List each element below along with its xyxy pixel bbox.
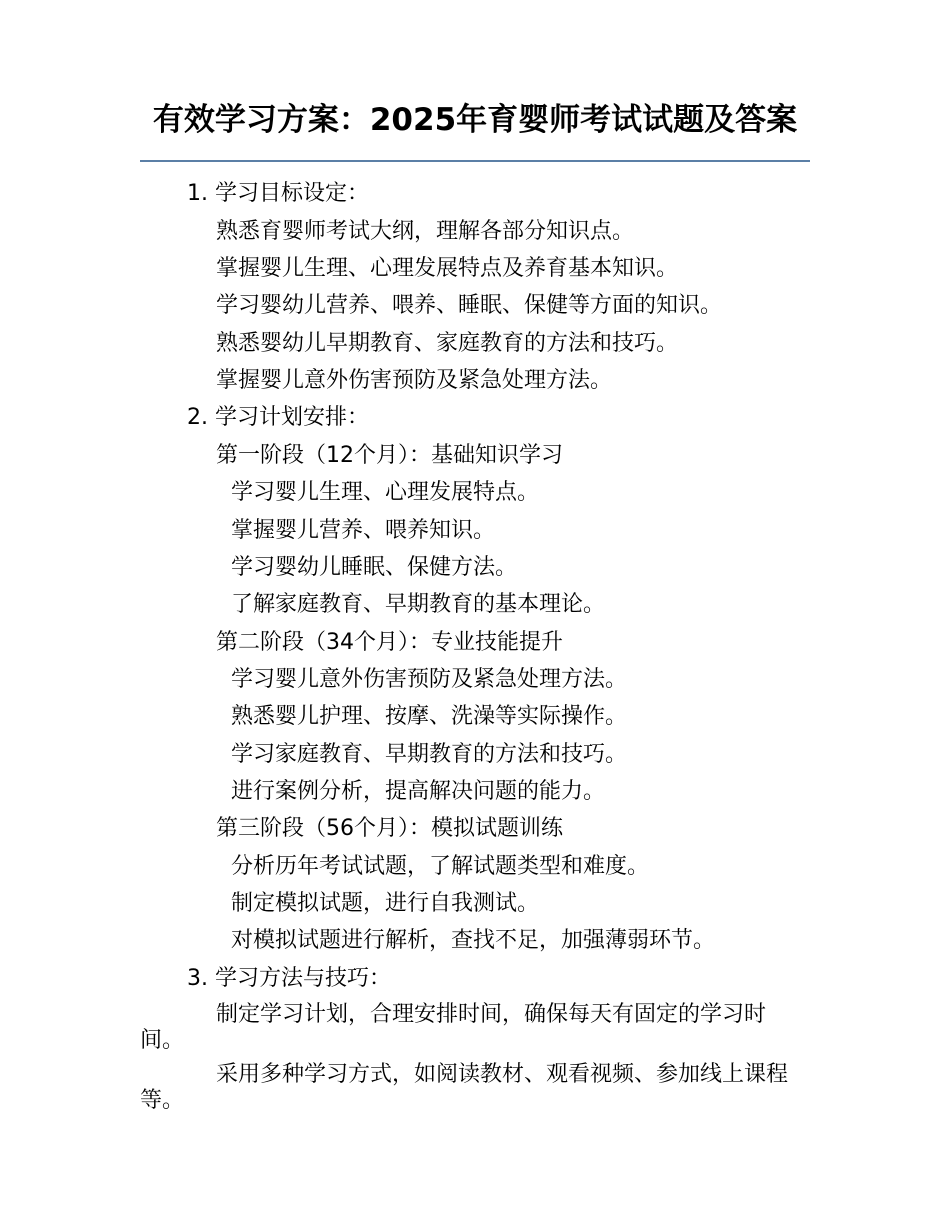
section-heading-plan: 2. 学习计划安排： — [187, 405, 369, 430]
list-item: 学习婴幼儿睡眠、保健方法。 — [231, 555, 518, 580]
list-item: 学习婴幼儿营养、喂养、睡眠、保健等方面的知识。 — [216, 293, 723, 318]
section-heading-goals: 1. 学习目标设定： — [187, 181, 369, 206]
list-item: 掌握婴儿意外伤害预防及紧急处理方法。 — [216, 368, 613, 393]
list-item: 学习家庭教育、早期教育的方法和技巧。 — [231, 742, 628, 767]
list-item: 掌握婴儿营养、喂养知识。 — [231, 518, 496, 543]
document-title: 有效学习方案：2025年育婴师考试试题及答案 — [152, 102, 798, 138]
title-underline — [140, 160, 810, 162]
paragraph-item: 制定学习计划，合理安排时间，确保每天有固定的学习时间。 — [140, 1002, 767, 1053]
list-item: 对模拟试题进行解析，查找不足，加强薄弱环节。 — [231, 928, 716, 953]
list-item: 熟悉育婴师考试大纲，理解各部分知识点。 — [216, 219, 635, 244]
list-item: 学习婴儿意外伤害预防及紧急处理方法。 — [231, 667, 628, 692]
paragraph-item: 采用多种学习方式，如阅读教材、观看视频、参加线上课程等。 — [140, 1062, 789, 1113]
list-item: 了解家庭教育、早期教育的基本理论。 — [231, 592, 606, 617]
stage-label-2: 第二阶段（34个月）：专业技能提升 — [216, 630, 563, 655]
list-item: 掌握婴儿生理、心理发展特点及养育基本知识。 — [216, 256, 679, 281]
section-heading-methods: 3. 学习方法与技巧： — [187, 966, 391, 991]
list-item: 熟悉婴幼儿早期教育、家庭教育的方法和技巧。 — [216, 331, 679, 356]
stage-label-1: 第一阶段（12个月）：基础知识学习 — [216, 443, 563, 468]
list-item: 分析历年考试试题，了解试题类型和难度。 — [231, 854, 650, 879]
list-item: 制定模拟试题，进行自我测试。 — [231, 891, 540, 916]
list-item: 熟悉婴儿护理、按摩、洗澡等实际操作。 — [231, 704, 628, 729]
list-item: 进行案例分析，提高解决问题的能力。 — [231, 779, 606, 804]
stage-label-3: 第三阶段（56个月）：模拟试题训练 — [216, 816, 563, 841]
list-item: 学习婴儿生理、心理发展特点。 — [231, 480, 540, 505]
